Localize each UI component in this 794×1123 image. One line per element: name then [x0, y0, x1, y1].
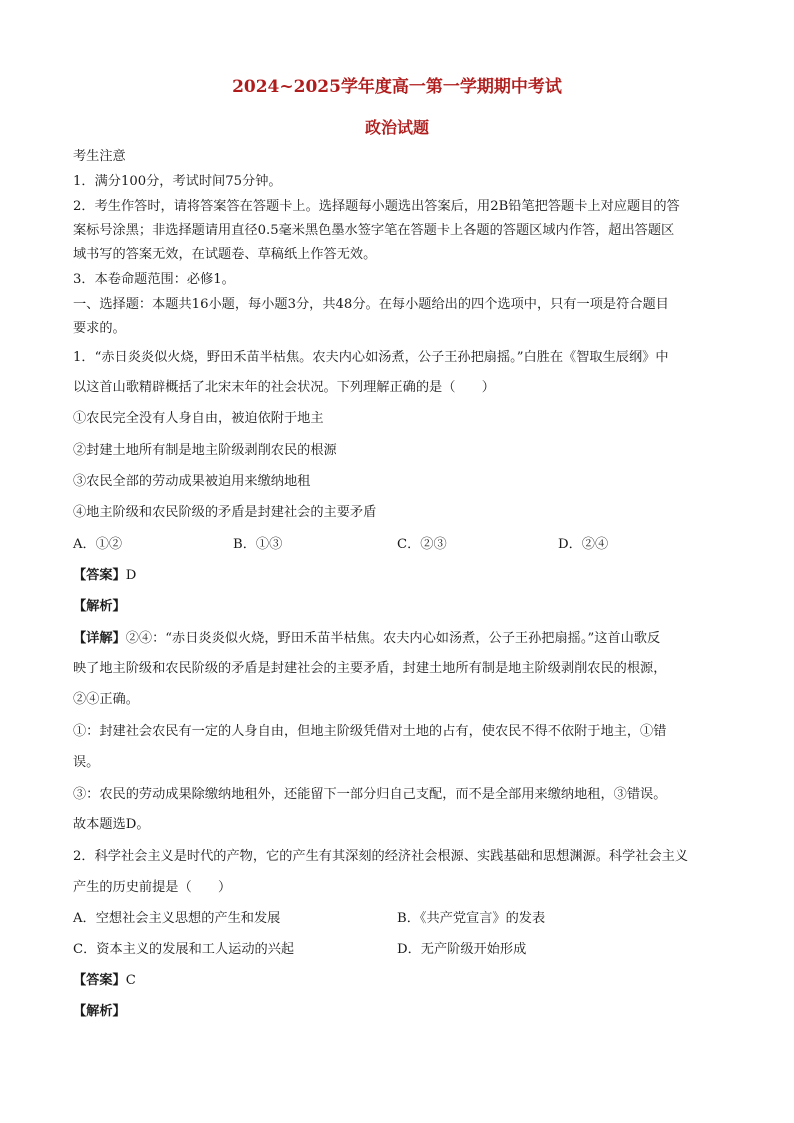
q2-option-b: B．《共产党宣言》的发表	[397, 911, 546, 926]
q1-statement: ②封建土地所有制是地主阶级剥削农民的根源	[73, 443, 337, 458]
q2-option-a: A．空想社会主义思想的产生和发展	[73, 911, 281, 926]
q1-detail: ②④正确。	[73, 692, 139, 707]
q1-answer	[73, 567, 725, 585]
q1-statement: ①农民完全没有人身自由，被迫依附于地主	[73, 411, 324, 426]
section-instructions: 要求的。	[73, 321, 126, 336]
q1-analysis-tag: 【解析】	[73, 599, 126, 614]
q1-detail: ③：农民的劳动成果除缴纳地租外，还能留下一部分归自己支配，而不是全部用来缴纳地租，③错误。	[73, 787, 667, 802]
answer-value: C	[125, 973, 136, 988]
q2-analysis-tag: 【解析】	[73, 1004, 126, 1019]
q1-option-a: A．①②	[73, 537, 123, 552]
q1-option-b: B．①③	[233, 537, 283, 552]
exam-title: 2024~2025学年度高一第一学期期中考试	[232, 77, 562, 97]
q1-statement: ③农民全部的劳动成果被迫用来缴纳地租	[73, 474, 311, 489]
q1-statement: ④地主阶级和农民阶级的矛盾是封建社会的主要矛盾	[73, 505, 377, 520]
q1-detail: ①：封建社会农民有一定的人身自由，但地主阶级凭借对土地的占有，使农民不得不依附于地主，①错	[73, 724, 667, 739]
exam-subtitle: 政治试题	[364, 118, 429, 137]
q2-option-c: C．资本主义的发展和工人运动的兴起	[73, 942, 295, 957]
q2-option-d: D．无产阶级开始形成	[397, 942, 527, 957]
q1-stem: 以这首山歌精辟概括了北宋末年的社会状况。下列理解正确的是（ ）	[73, 380, 495, 395]
q1-option-c: C．②③	[397, 537, 447, 552]
q1-detail: 故本题选D。	[73, 817, 150, 832]
answer-value: D	[125, 568, 137, 583]
notice-line: 1．满分100分，考试时间75分钟。	[73, 174, 282, 189]
q1-detail	[73, 630, 725, 648]
q2-answer	[73, 972, 725, 990]
notice-line: 3．本卷命题范围：必修1。	[73, 272, 235, 287]
q2-stem: 2．科学社会主义是时代的产物，它的产生有其深刻的经济社会根源、实践基础和思想渊源。科学社会主义	[73, 849, 689, 864]
q1-detail: 映了地主阶级和农民阶级的矛盾是封建社会的主要矛盾，封建土地所有制是地主阶级剥削农民的根源，	[73, 661, 667, 676]
q1-stem: 1．“赤日炎炎似火烧，野田禾苗半枯焦。农夫内心如汤煮，公子王孙把扇摇。”白胜在《智取生辰纲》中	[73, 350, 669, 365]
notice-line: 2．考生作答时，请将答案答在答题卡上。选择题每小题选出答案后，用2B铅笔把答题卡上对应题目的答	[73, 199, 680, 214]
q2-stem: 产生的历史前提是（ ）	[73, 880, 232, 895]
section-instructions: 一、选择题：本题共16小题，每小题3分，共48分。在每小题给出的四个选项中，只有一项是符合题目	[73, 297, 669, 312]
answer-tag: 【答案】	[73, 568, 126, 583]
notice-heading: 考生注意	[73, 149, 126, 164]
notice-line: 域书写的答案无效，在试题卷、草稿纸上作答无效。	[73, 247, 377, 262]
q1-option-d: D．②④	[558, 537, 609, 552]
q1-detail: 误。	[73, 755, 100, 770]
detail-text: ②④：“赤日炎炎似火烧，野田禾苗半枯焦。农夫内心如汤煮，公子王孙把扇摇。”这首山歌反	[125, 631, 661, 646]
detail-tag: 【详解】	[73, 631, 126, 646]
notice-line: 案标号涂黑；非选择题请用直径0.5毫米黑色墨水签字笔在答题卡上各题的答题区域内作答，超出答题区	[73, 223, 675, 238]
answer-tag: 【答案】	[73, 973, 126, 988]
